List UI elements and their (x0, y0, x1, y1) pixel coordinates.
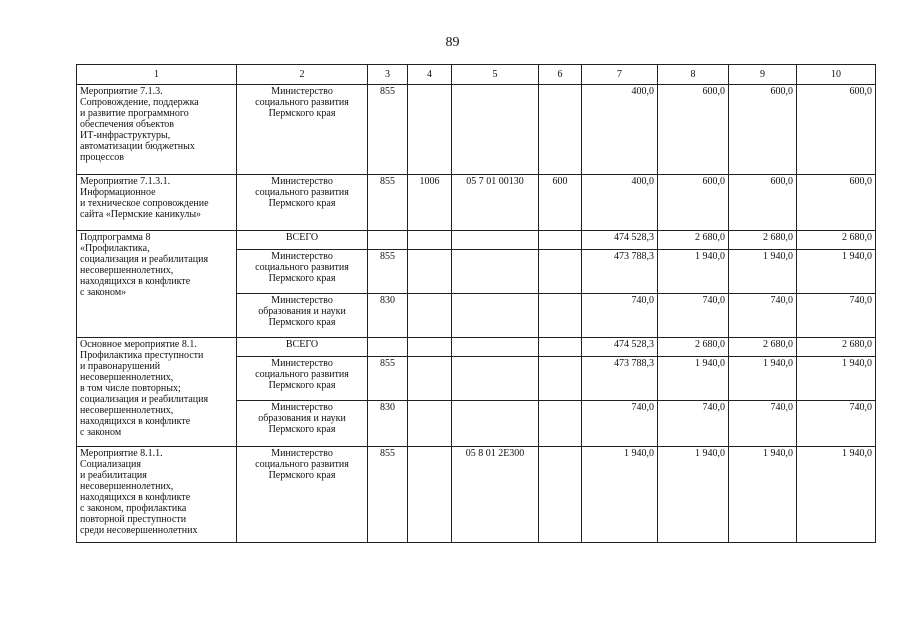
column-header: 5 (452, 65, 539, 85)
expense-type-cell (539, 357, 582, 401)
target-item-cell (452, 338, 539, 357)
ministry-code-cell: 855 (368, 175, 408, 231)
expense-type-cell (539, 294, 582, 338)
section-code-cell (408, 294, 452, 338)
expense-type-cell (539, 231, 582, 250)
amount-cell: 2 680,0 (658, 231, 729, 250)
expense-type-cell (539, 338, 582, 357)
executor-cell: ВСЕГО (237, 231, 368, 250)
amount-cell: 1 940,0 (797, 357, 876, 401)
measure-description: Подпрограмма 8 «Профилактика, социализация и реабилитация несовершеннолетних, находящихся в конфликте с законом» (77, 231, 237, 338)
executor-cell: ВСЕГО (237, 338, 368, 357)
executor-cell: Министерство образования и науки Пермского края (237, 401, 368, 447)
amount-cell: 600,0 (658, 175, 729, 231)
amount-cell: 600,0 (729, 85, 797, 175)
ministry-code-cell (368, 231, 408, 250)
target-item-cell (452, 294, 539, 338)
amount-cell: 600,0 (797, 85, 876, 175)
table-row (77, 447, 876, 543)
amount-cell: 740,0 (797, 294, 876, 338)
section-code-cell (408, 231, 452, 250)
amount-cell: 1 940,0 (797, 250, 876, 294)
measure-description: Мероприятие 8.1.1. Социализация и реабилитация несовершеннолетних, находящихся в конфликте с законом, профилактика повторной преступности среди несовершеннолетних (77, 447, 237, 543)
target-item-cell (452, 250, 539, 294)
expense-type-cell (539, 250, 582, 294)
amount-cell: 1 940,0 (729, 447, 797, 543)
amount-cell: 600,0 (658, 85, 729, 175)
measure-description: Мероприятие 7.1.3.1. Информационное и техническое сопровождение сайта «Пермские каникулы» (77, 175, 237, 231)
column-header: 6 (539, 65, 582, 85)
executor-cell: Министерство социального развития Пермского края (237, 175, 368, 231)
budget-table (76, 64, 876, 543)
amount-cell: 473 788,3 (582, 250, 658, 294)
amount-cell: 1 940,0 (658, 357, 729, 401)
target-item-cell (452, 231, 539, 250)
column-number-row (77, 65, 876, 85)
expense-type-cell (539, 401, 582, 447)
amount-cell: 474 528,3 (582, 231, 658, 250)
column-header: 2 (237, 65, 368, 85)
amount-cell: 400,0 (582, 85, 658, 175)
table-row (77, 231, 876, 250)
expense-type-cell: 600 (539, 175, 582, 231)
ministry-code-cell: 855 (368, 357, 408, 401)
ministry-code-cell: 830 (368, 294, 408, 338)
ministry-code-cell: 855 (368, 250, 408, 294)
amount-cell: 2 680,0 (729, 338, 797, 357)
amount-cell: 1 940,0 (582, 447, 658, 543)
table-row (77, 85, 876, 175)
ministry-code-cell: 855 (368, 447, 408, 543)
section-code-cell (408, 447, 452, 543)
amount-cell: 1 940,0 (658, 447, 729, 543)
section-code-cell (408, 85, 452, 175)
target-item-cell (452, 85, 539, 175)
executor-cell: Министерство образования и науки Пермского края (237, 294, 368, 338)
table-body (77, 65, 876, 543)
column-header: 4 (408, 65, 452, 85)
amount-cell: 600,0 (797, 175, 876, 231)
section-code-cell (408, 338, 452, 357)
target-item-cell (452, 357, 539, 401)
amount-cell: 1 940,0 (729, 250, 797, 294)
amount-cell: 600,0 (729, 175, 797, 231)
executor-cell: Министерство социального развития Пермского края (237, 447, 368, 543)
column-header: 7 (582, 65, 658, 85)
amount-cell: 1 940,0 (729, 357, 797, 401)
column-header: 9 (729, 65, 797, 85)
expense-type-cell (539, 85, 582, 175)
amount-cell: 2 680,0 (797, 231, 876, 250)
section-code-cell (408, 357, 452, 401)
amount-cell: 473 788,3 (582, 357, 658, 401)
executor-cell: Министерство социального развития Пермского края (237, 357, 368, 401)
column-header: 10 (797, 65, 876, 85)
amount-cell: 740,0 (582, 401, 658, 447)
amount-cell: 474 528,3 (582, 338, 658, 357)
amount-cell: 1 940,0 (797, 447, 876, 543)
section-code-cell: 1006 (408, 175, 452, 231)
amount-cell: 740,0 (658, 401, 729, 447)
target-item-cell: 05 7 01 00130 (452, 175, 539, 231)
page-number: 89 (445, 35, 460, 50)
amount-cell: 740,0 (582, 294, 658, 338)
ministry-code-cell: 855 (368, 85, 408, 175)
column-header: 3 (368, 65, 408, 85)
amount-cell: 740,0 (658, 294, 729, 338)
executor-cell: Министерство социального развития Пермского края (237, 85, 368, 175)
measure-description: Основное мероприятие 8.1. Профилактика преступности и правонарушений несовершеннолетних, в том числе повторных; социализация и реабилитация несовершеннолетних, находящихся в конфликте с законом (77, 338, 237, 447)
amount-cell: 740,0 (797, 401, 876, 447)
column-header: 1 (77, 65, 237, 85)
ministry-code-cell (368, 338, 408, 357)
amount-cell: 1 940,0 (658, 250, 729, 294)
section-code-cell (408, 250, 452, 294)
amount-cell: 400,0 (582, 175, 658, 231)
table-row (77, 175, 876, 231)
amount-cell: 2 680,0 (729, 231, 797, 250)
amount-cell: 2 680,0 (658, 338, 729, 357)
measure-description: Мероприятие 7.1.3. Сопровождение, поддержка и развитие программного обеспечения объектов ИТ-инфраструктуры, автоматизации бюджетных процессов (77, 85, 237, 175)
amount-cell: 740,0 (729, 294, 797, 338)
amount-cell: 740,0 (729, 401, 797, 447)
target-item-cell (452, 401, 539, 447)
amount-cell: 2 680,0 (797, 338, 876, 357)
target-item-cell: 05 8 01 2E300 (452, 447, 539, 543)
column-header: 8 (658, 65, 729, 85)
executor-cell: Министерство социального развития Пермского края (237, 250, 368, 294)
ministry-code-cell: 830 (368, 401, 408, 447)
section-code-cell (408, 401, 452, 447)
expense-type-cell (539, 447, 582, 543)
table-row (77, 338, 876, 357)
